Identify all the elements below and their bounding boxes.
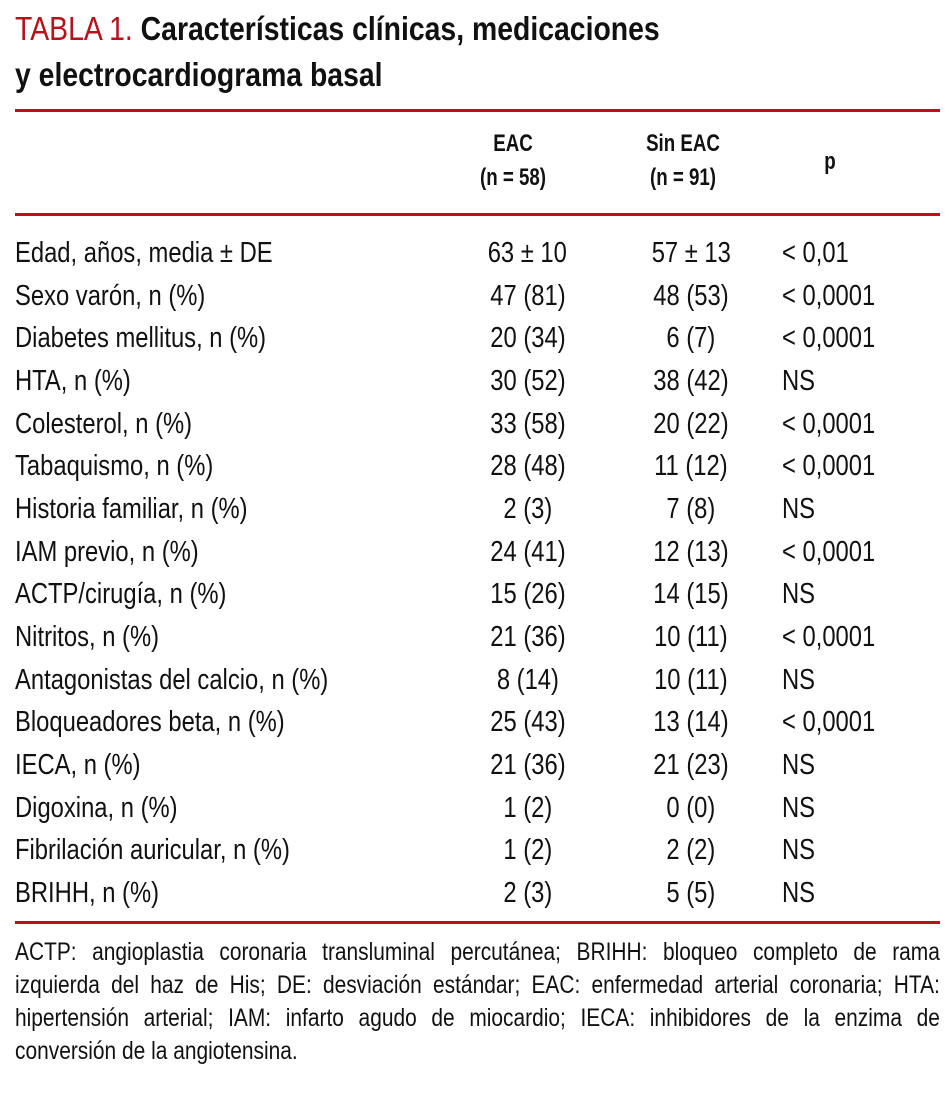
title-line-2: y electrocardiograma basal [15,56,383,93]
cell-eac-text: 8 (14) [496,663,559,696]
cell-eac-text: 33 (58) [489,407,566,440]
cell-eac [455,275,600,318]
cell-p-value [782,659,942,702]
table-row [15,787,942,830]
cell-p-value [782,488,942,531]
cell-sin-eac [600,360,782,403]
row-label [15,659,455,702]
cell-eac-text: 30 (52) [489,364,566,397]
row-label-text: ACTP/cirugía, n (%) [15,578,227,611]
cell-p-value-text: < 0,0001 [782,450,876,483]
cell-p-value [782,616,942,659]
cell-p-value [782,360,942,403]
row-label [15,317,455,360]
cell-eac-text: 2 (3) [503,492,552,525]
table-row [15,360,942,403]
cell-sin-eac-text: 11 (12) [654,450,728,483]
table-row [15,744,942,787]
cell-eac [455,445,600,488]
row-label [15,872,455,915]
cell-p-value [782,275,942,318]
top-rule [15,109,940,112]
cell-p-value-text: < 0,0001 [782,706,876,739]
cell-eac [455,872,600,915]
row-label-text: Bloqueadores beta, n (%) [15,706,285,739]
cell-p-value-text: < 0,0001 [782,535,876,568]
cell-eac-text: 21 (36) [489,749,566,782]
cell-sin-eac [600,531,782,574]
footnote: ACTP: angioplastia coronaria transluminal percutánea; BRIHH: bloqueo completo de rama izquierda del haz de His; DE: desviación estándar; EAC: enfermedad arterial coronaria; HTA: hipertensión arterial; IAM: infarto agudo de miocardio; IECA: inhibidores de la enzima de conversión de la angiotensina. [15,938,940,1065]
row-label [15,403,455,446]
cell-eac [455,659,600,702]
cell-eac-text: 24 (41) [489,535,566,568]
cell-eac [455,403,600,446]
cell-p-value-text: < 0,0001 [782,279,876,312]
cell-eac-text: 25 (43) [489,706,566,739]
header-eac-title: EAC [493,130,533,157]
cell-sin-eac-text: 7 (8) [666,492,716,525]
row-label [15,616,455,659]
table-row [15,488,942,531]
row-label [15,232,455,275]
title-line-1 [15,6,946,52]
cell-eac-text: 21 (36) [489,621,566,654]
cell-p-value [782,872,942,915]
cell-sin-eac-text: 48 (53) [653,279,729,312]
cell-sin-eac [600,830,782,873]
cell-sin-eac-text: 57 ± 13 [651,236,731,269]
table-number: TABLA 1. [15,10,133,47]
cell-p-value-text: < 0,0001 [782,322,876,355]
cell-eac-text: 47 (81) [489,279,566,312]
bottom-rule [15,921,940,924]
cell-eac [455,317,600,360]
row-label [15,360,455,403]
cell-p-value [782,574,942,617]
table-row [15,445,942,488]
cell-sin-eac [600,275,782,318]
cell-eac [455,232,600,275]
row-label [15,275,455,318]
row-label-text: Sexo varón, n (%) [15,279,206,312]
cell-sin-eac-text: 6 (7) [666,322,716,355]
row-label [15,488,455,531]
table-row [15,830,942,873]
header-sin-eac [625,127,742,195]
cell-eac [455,531,600,574]
cell-p-value-text: NS [782,578,816,611]
header-sin-eac-title: Sin EAC [646,130,720,157]
cell-sin-eac-text: 10 (11) [654,621,728,654]
table-row [15,616,942,659]
cell-p-value-text: < 0,0001 [782,407,876,440]
row-label-text: Historia familiar, n (%) [15,492,248,525]
cell-sin-eac [600,702,782,745]
header-p: p [824,148,836,175]
cell-eac-text: 28 (48) [489,450,566,483]
row-label-text: Tabaquismo, n (%) [15,450,214,483]
cell-sin-eac [600,787,782,830]
title-text: Características clínicas, medicaciones [140,10,660,47]
cell-p-value-text: NS [782,663,816,696]
row-label-text: IECA, n (%) [15,749,141,782]
cell-eac [455,744,600,787]
cell-p-value [782,317,942,360]
row-label [15,744,455,787]
cell-p-value [782,830,942,873]
cell-sin-eac [600,616,782,659]
row-label [15,787,455,830]
cell-p-value-text: < 0,01 [782,236,849,269]
cell-sin-eac [600,403,782,446]
cell-eac [455,702,600,745]
cell-sin-eac-text: 5 (5) [666,877,716,910]
row-label-text: Colesterol, n (%) [15,407,193,440]
cell-eac [455,574,600,617]
cell-sin-eac [600,744,782,787]
cell-sin-eac [600,317,782,360]
row-label-text: HTA, n (%) [15,364,131,397]
cell-sin-eac [600,232,782,275]
cell-sin-eac-text: 38 (42) [653,364,729,397]
header-sin-eac-n: (n = 91) [649,164,717,191]
table-row [15,872,942,915]
cell-sin-eac-text: 20 (22) [653,407,729,440]
row-label-text: Antagonistas del calcio, n (%) [15,663,329,696]
cell-eac-text: 15 (26) [489,578,566,611]
cell-sin-eac-text: 21 (23) [653,749,729,782]
cell-sin-eac [600,445,782,488]
row-label [15,445,455,488]
cell-p-value [782,445,942,488]
row-label-text: IAM previo, n (%) [15,535,199,568]
cell-sin-eac-text: 2 (2) [666,834,716,867]
table-row [15,232,942,275]
cell-eac-text: 20 (34) [489,322,566,355]
cell-sin-eac-text: 12 (13) [653,535,729,568]
header-rule [15,213,940,216]
row-label [15,830,455,873]
cell-eac-text: 1 (2) [503,834,552,867]
cell-sin-eac-text: 14 (15) [653,578,729,611]
table-title [15,6,946,98]
table-row [15,317,942,360]
row-label-text: BRIHH, n (%) [15,877,160,910]
cell-eac [455,488,600,531]
cell-p-value-text: NS [782,834,816,867]
cell-p-value [782,531,942,574]
row-label-text: Nitritos, n (%) [15,621,160,654]
cell-p-value-text: NS [782,877,816,910]
table-row [15,531,942,574]
table-row [15,275,942,318]
cell-eac [455,616,600,659]
cell-p-value-text: NS [782,364,816,397]
row-label-text: Fibrilación auricular, n (%) [15,834,290,867]
cell-sin-eac-text: 13 (14) [653,706,729,739]
table-row [15,574,942,617]
cell-eac [455,360,600,403]
row-label [15,574,455,617]
header-eac [455,127,572,195]
table-row [15,403,942,446]
row-label [15,531,455,574]
cell-p-value [782,702,942,745]
data-table [15,232,942,915]
row-label-text: Edad, años, media ± DE [15,236,273,269]
table-row [15,659,942,702]
cell-sin-eac-text: 0 (0) [666,791,716,824]
cell-p-value [782,232,942,275]
cell-p-value [782,403,942,446]
cell-sin-eac [600,659,782,702]
header-eac-n: (n = 58) [479,164,547,191]
cell-eac-text: 2 (3) [503,877,552,910]
cell-p-value-text: NS [782,749,816,782]
cell-p-value [782,787,942,830]
cell-eac [455,787,600,830]
cell-p-value [782,744,942,787]
row-label [15,702,455,745]
cell-p-value-text: NS [782,492,816,525]
cell-eac-text: 1 (2) [503,791,552,824]
cell-sin-eac-text: 10 (11) [654,663,728,696]
cell-eac [455,830,600,873]
table-row [15,702,942,745]
row-label-text: Digoxina, n (%) [15,791,178,824]
cell-sin-eac [600,574,782,617]
cell-sin-eac [600,872,782,915]
row-label-text: Diabetes mellitus, n (%) [15,322,267,355]
cell-sin-eac [600,488,782,531]
cell-eac-text: 63 ± 10 [487,236,568,269]
cell-p-value-text: < 0,0001 [782,621,876,654]
cell-p-value-text: NS [782,791,816,824]
